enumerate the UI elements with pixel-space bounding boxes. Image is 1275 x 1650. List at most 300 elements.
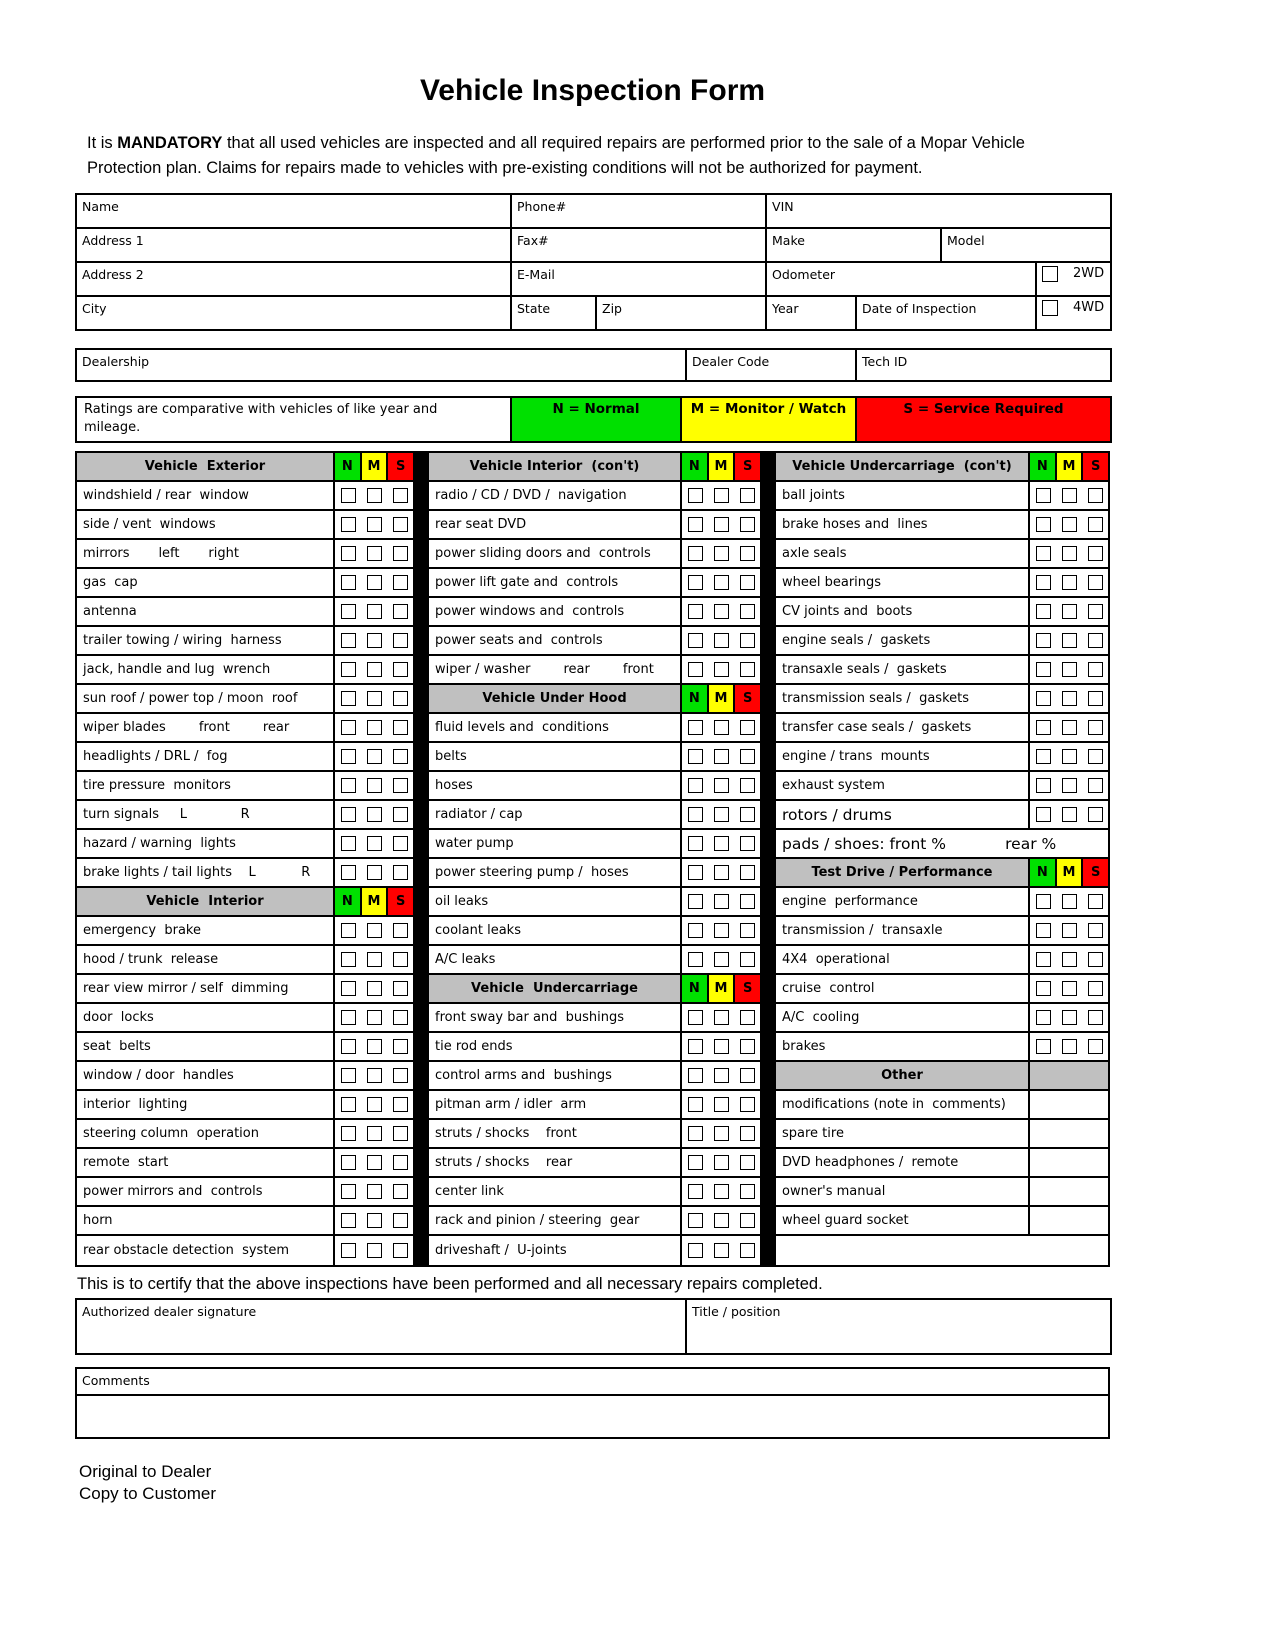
- checkbox-s[interactable]: [387, 1062, 413, 1089]
- rating-checkboxes: [680, 540, 760, 567]
- checkbox-n[interactable]: [682, 743, 708, 770]
- vin-field[interactable]: [766, 194, 1111, 228]
- checkbox-m[interactable]: [708, 540, 734, 567]
- checkbox-box: [1036, 1010, 1051, 1025]
- checkbox-n[interactable]: [335, 540, 361, 567]
- checkbox-n[interactable]: [682, 1062, 708, 1089]
- odometer-field[interactable]: [766, 262, 1036, 296]
- checkbox-m[interactable]: [708, 743, 734, 770]
- checkbox-m[interactable]: [1056, 946, 1082, 973]
- checkbox-s[interactable]: [1082, 569, 1108, 596]
- checkbox-n[interactable]: [682, 801, 708, 828]
- rating-checkboxes: [680, 1033, 760, 1060]
- checkbox-m[interactable]: [708, 598, 734, 625]
- checkbox-s[interactable]: [734, 1004, 760, 1031]
- checkbox-m[interactable]: [361, 1120, 387, 1147]
- rating-checkboxes: [680, 946, 760, 973]
- checkbox-s[interactable]: [734, 946, 760, 973]
- checklist-item: [776, 1120, 1108, 1149]
- checkbox-m[interactable]: [1056, 714, 1082, 741]
- item-label: mirrors left right: [83, 546, 239, 562]
- checkbox-s[interactable]: [1082, 598, 1108, 625]
- checkbox-m[interactable]: [708, 1033, 734, 1060]
- comments-label-cell: [76, 1368, 1109, 1395]
- comments-input[interactable]: [76, 1395, 1109, 1438]
- checkbox-m[interactable]: [708, 888, 734, 915]
- checkbox-s[interactable]: [1082, 714, 1108, 741]
- address2-label: Address 2: [82, 266, 144, 282]
- checkbox-n[interactable]: [682, 1033, 708, 1060]
- checkbox-s[interactable]: [387, 772, 413, 799]
- checkbox-m[interactable]: [1056, 772, 1082, 799]
- checkbox-box: [1088, 604, 1103, 619]
- rating-checkboxes: [680, 482, 760, 509]
- checkbox-n[interactable]: [682, 772, 708, 799]
- section-header-row: [77, 453, 413, 482]
- checkbox-n[interactable]: [335, 627, 361, 654]
- item-label: engine / trans mounts: [782, 749, 930, 765]
- item-label: brakes: [782, 1039, 826, 1055]
- checkbox-box: [393, 807, 408, 822]
- checkbox-m[interactable]: [708, 801, 734, 828]
- checkbox-m[interactable]: [1056, 1004, 1082, 1031]
- rating-checkboxes: [680, 1091, 760, 1118]
- section-header-row: [77, 888, 413, 917]
- checkbox-box: [393, 1039, 408, 1054]
- checkbox-s[interactable]: [1082, 1033, 1108, 1060]
- checkbox-n[interactable]: [1030, 1033, 1056, 1060]
- rating-letter-m: M: [1055, 859, 1082, 886]
- checkbox-s[interactable]: [387, 1091, 413, 1118]
- checkbox-n[interactable]: [1030, 685, 1056, 712]
- checkbox-m[interactable]: [361, 946, 387, 973]
- checklist-item: [77, 656, 413, 685]
- phone-field[interactable]: [511, 194, 766, 228]
- checkbox-s[interactable]: [734, 1207, 760, 1234]
- checkbox-n[interactable]: [335, 685, 361, 712]
- checkbox-s[interactable]: [734, 1149, 760, 1176]
- checkbox-s[interactable]: [387, 1178, 413, 1205]
- checkbox-m[interactable]: [708, 656, 734, 683]
- checkbox-s[interactable]: [734, 1236, 760, 1265]
- checkbox-m[interactable]: [1056, 569, 1082, 596]
- zip-field[interactable]: [596, 296, 766, 330]
- checkbox-n[interactable]: [335, 1178, 361, 1205]
- checkbox-m[interactable]: [708, 1178, 734, 1205]
- checkbox-n[interactable]: [1030, 598, 1056, 625]
- checkbox-s[interactable]: [734, 1033, 760, 1060]
- checkbox-s[interactable]: [734, 714, 760, 741]
- checkbox-s[interactable]: [1082, 888, 1108, 915]
- checkbox-n[interactable]: [335, 975, 361, 1002]
- checkbox-s[interactable]: [1082, 917, 1108, 944]
- checklist-item: [429, 1149, 760, 1178]
- checkbox-s[interactable]: [387, 917, 413, 944]
- email-field[interactable]: [511, 262, 766, 296]
- rating-checkboxes: [1028, 569, 1108, 596]
- checkbox-s[interactable]: [734, 743, 760, 770]
- rating-checkboxes: [680, 830, 760, 857]
- checkbox-s[interactable]: [387, 830, 413, 857]
- checkbox-box: [1088, 981, 1103, 996]
- checkbox-n[interactable]: [335, 1091, 361, 1118]
- checkbox-box: [367, 1155, 382, 1170]
- checkbox-m[interactable]: [361, 1033, 387, 1060]
- checkbox-s[interactable]: [387, 1149, 413, 1176]
- checkbox-n[interactable]: [1030, 540, 1056, 567]
- checkbox-m[interactable]: [361, 1004, 387, 1031]
- checkbox-m[interactable]: [361, 1091, 387, 1118]
- checkbox-m[interactable]: [708, 1062, 734, 1089]
- checkbox-m[interactable]: [1056, 975, 1082, 1002]
- checkbox-s[interactable]: [734, 540, 760, 567]
- checkbox-s[interactable]: [387, 482, 413, 509]
- checkbox-m[interactable]: [361, 830, 387, 857]
- checkbox-n[interactable]: [335, 859, 361, 886]
- checkbox-s[interactable]: [387, 511, 413, 538]
- checkbox-m[interactable]: [361, 975, 387, 1002]
- checkbox-s[interactable]: [387, 627, 413, 654]
- checkbox-s[interactable]: [387, 1236, 413, 1265]
- checkbox-n[interactable]: [335, 1207, 361, 1234]
- checkbox-n[interactable]: [1030, 482, 1056, 509]
- checkbox-s[interactable]: [1082, 975, 1108, 1002]
- checkbox-m[interactable]: [708, 1004, 734, 1031]
- checkbox-s[interactable]: [387, 569, 413, 596]
- checkbox-box: [341, 691, 356, 706]
- checkbox-n[interactable]: [335, 714, 361, 741]
- checkbox-s[interactable]: [387, 685, 413, 712]
- checkbox-box: [1062, 894, 1077, 909]
- 2wd-checkbox[interactable]: [1042, 266, 1058, 282]
- checkbox-n[interactable]: [335, 482, 361, 509]
- checkbox-m[interactable]: [361, 598, 387, 625]
- checklist-item: [429, 830, 760, 859]
- address2-field[interactable]: [76, 262, 511, 296]
- checkbox-m[interactable]: [1056, 743, 1082, 770]
- item-label: antenna: [83, 604, 137, 620]
- item-label: rear view mirror / self dimming: [83, 981, 289, 997]
- year-field[interactable]: [766, 296, 856, 330]
- checkbox-m[interactable]: [708, 1120, 734, 1147]
- checkbox-s[interactable]: [387, 598, 413, 625]
- checkbox-n[interactable]: [335, 743, 361, 770]
- checkbox-n[interactable]: [335, 1033, 361, 1060]
- checkbox-n[interactable]: [1030, 627, 1056, 654]
- checkbox-s[interactable]: [387, 1207, 413, 1234]
- checkbox-s[interactable]: [387, 540, 413, 567]
- checkbox-box: [714, 923, 729, 938]
- checkbox-box: [1036, 952, 1051, 967]
- rating-letter-n: N: [1030, 859, 1055, 886]
- dealer-signature-field[interactable]: [76, 1299, 686, 1354]
- checkbox-n[interactable]: [682, 1091, 708, 1118]
- checkbox-n[interactable]: [335, 511, 361, 538]
- checkbox-n[interactable]: [682, 1004, 708, 1031]
- checkbox-m[interactable]: [708, 859, 734, 886]
- checkbox-s[interactable]: [1082, 1004, 1108, 1031]
- checkbox-n[interactable]: [682, 1178, 708, 1205]
- checkbox-n[interactable]: [335, 1149, 361, 1176]
- item-label: remote start: [83, 1155, 169, 1171]
- checkbox-s[interactable]: [734, 569, 760, 596]
- checkbox-n[interactable]: [1030, 1004, 1056, 1031]
- checkbox-s[interactable]: [734, 801, 760, 828]
- checkbox-s[interactable]: [734, 1178, 760, 1205]
- checkbox-m[interactable]: [1056, 685, 1082, 712]
- rating-checkboxes: [680, 511, 760, 538]
- checkbox-m[interactable]: [708, 1207, 734, 1234]
- checkbox-n[interactable]: [682, 714, 708, 741]
- rating-columns: [680, 975, 760, 1002]
- checkbox-m[interactable]: [361, 772, 387, 799]
- checkbox-n[interactable]: [335, 656, 361, 683]
- checkbox-m[interactable]: [708, 830, 734, 857]
- checkbox-s[interactable]: [1082, 511, 1108, 538]
- checkbox-n[interactable]: [1030, 772, 1056, 799]
- checkbox-m[interactable]: [361, 917, 387, 944]
- dealership-field[interactable]: [76, 349, 686, 381]
- checkbox-s[interactable]: [1082, 946, 1108, 973]
- checkbox-n[interactable]: [335, 598, 361, 625]
- checkbox-box: [1036, 691, 1051, 706]
- checkbox-m[interactable]: [361, 627, 387, 654]
- checkbox-s[interactable]: [1082, 772, 1108, 799]
- checkbox-s[interactable]: [1082, 656, 1108, 683]
- checkbox-n[interactable]: [682, 859, 708, 886]
- checkbox-m[interactable]: [361, 685, 387, 712]
- rating-columns: [1028, 453, 1108, 480]
- checkbox-m[interactable]: [708, 1091, 734, 1118]
- checkbox-n[interactable]: [1030, 888, 1056, 915]
- item-label: windshield / rear window: [83, 488, 249, 504]
- checkbox-n[interactable]: [682, 627, 708, 654]
- rating-checkboxes: [1028, 917, 1108, 944]
- checkbox-s[interactable]: [734, 859, 760, 886]
- checklist-item: [77, 801, 413, 830]
- checkbox-n[interactable]: [335, 772, 361, 799]
- checkbox-n[interactable]: [682, 1120, 708, 1147]
- fax-field[interactable]: [511, 228, 766, 262]
- checkbox-s[interactable]: [734, 656, 760, 683]
- checkbox-n[interactable]: [682, 1236, 708, 1265]
- checkbox-n[interactable]: [1030, 917, 1056, 944]
- checkbox-m[interactable]: [708, 569, 734, 596]
- checkbox-n[interactable]: [1030, 714, 1056, 741]
- checkbox-s[interactable]: [1082, 801, 1108, 828]
- checkbox-s[interactable]: [387, 946, 413, 973]
- checkbox-s[interactable]: [387, 656, 413, 683]
- checkbox-s[interactable]: [734, 482, 760, 509]
- checkbox-m[interactable]: [361, 1178, 387, 1205]
- checkbox-m[interactable]: [361, 511, 387, 538]
- checkbox-n[interactable]: [682, 540, 708, 567]
- checkbox-m[interactable]: [361, 1062, 387, 1089]
- checklist-item: [77, 569, 413, 598]
- checkbox-n[interactable]: [335, 830, 361, 857]
- checkbox-n[interactable]: [682, 917, 708, 944]
- checkbox-m[interactable]: [708, 714, 734, 741]
- checkbox-m[interactable]: [361, 540, 387, 567]
- checkbox-box: [393, 1155, 408, 1170]
- checkbox-n[interactable]: [335, 1062, 361, 1089]
- checkbox-n[interactable]: [335, 946, 361, 973]
- dealership-label: Dealership: [82, 353, 150, 369]
- checkbox-n[interactable]: [1030, 511, 1056, 538]
- checkbox-box: [341, 488, 356, 503]
- checkbox-m[interactable]: [361, 1149, 387, 1176]
- checkbox-s[interactable]: [1082, 540, 1108, 567]
- checkbox-m[interactable]: [1056, 627, 1082, 654]
- checkbox-s[interactable]: [734, 772, 760, 799]
- checkbox-s[interactable]: [387, 975, 413, 1002]
- checkbox-s[interactable]: [734, 917, 760, 944]
- checkbox-m[interactable]: [1056, 1033, 1082, 1060]
- checklist-item: [776, 830, 1108, 859]
- checkbox-n[interactable]: [682, 1207, 708, 1234]
- checkbox-box: [367, 836, 382, 851]
- checkbox-m[interactable]: [1056, 888, 1082, 915]
- checkbox-n[interactable]: [1030, 656, 1056, 683]
- checkbox-box: [367, 575, 382, 590]
- checkbox-n[interactable]: [1030, 975, 1056, 1002]
- inspection-date-field[interactable]: [856, 296, 1036, 330]
- checklist-column-2: [427, 451, 762, 1267]
- checkbox-n[interactable]: [1030, 569, 1056, 596]
- checkbox-m[interactable]: [361, 656, 387, 683]
- checkbox-n[interactable]: [1030, 801, 1056, 828]
- dealer-code-field[interactable]: [686, 349, 856, 381]
- checkbox-m[interactable]: [708, 482, 734, 509]
- checkbox-s[interactable]: [387, 714, 413, 741]
- checkbox-n[interactable]: [682, 1149, 708, 1176]
- checkbox-s[interactable]: [387, 1120, 413, 1147]
- tech-id-field[interactable]: [856, 349, 1111, 381]
- ratings-legend: [75, 396, 1112, 444]
- checkbox-s[interactable]: [1082, 685, 1108, 712]
- checklist-item: [429, 743, 760, 772]
- checkbox-m[interactable]: [1056, 801, 1082, 828]
- checkbox-s[interactable]: [734, 627, 760, 654]
- checklist-item: [429, 627, 760, 656]
- checkbox-m[interactable]: [361, 743, 387, 770]
- checkbox-n[interactable]: [335, 801, 361, 828]
- checklist-item: [77, 1178, 413, 1207]
- checkbox-m[interactable]: [1056, 598, 1082, 625]
- item-label: radiator / cap: [435, 807, 523, 823]
- checkbox-box: [1062, 720, 1077, 735]
- checkbox-m[interactable]: [1056, 482, 1082, 509]
- checkbox-m[interactable]: [361, 1236, 387, 1265]
- checkbox-s[interactable]: [734, 1062, 760, 1089]
- checkbox-n[interactable]: [335, 1120, 361, 1147]
- city-label: City: [82, 300, 107, 316]
- checkbox-m[interactable]: [361, 1207, 387, 1234]
- name-field[interactable]: [76, 194, 511, 228]
- checklist-item: [776, 946, 1108, 975]
- checkbox-s[interactable]: [387, 801, 413, 828]
- checkbox-m[interactable]: [361, 482, 387, 509]
- make-field[interactable]: [766, 228, 941, 262]
- checkbox-m[interactable]: [361, 801, 387, 828]
- checkbox-n[interactable]: [335, 917, 361, 944]
- checkbox-m[interactable]: [708, 511, 734, 538]
- checkbox-m[interactable]: [708, 946, 734, 973]
- item-label: power steering pump / hoses: [435, 865, 629, 881]
- checkbox-s[interactable]: [734, 511, 760, 538]
- checkbox-m[interactable]: [708, 917, 734, 944]
- checkbox-box: [393, 749, 408, 764]
- checkbox-n[interactable]: [335, 1004, 361, 1031]
- checkbox-box: [740, 807, 755, 822]
- checkbox-s[interactable]: [387, 743, 413, 770]
- checkbox-n[interactable]: [682, 830, 708, 857]
- checkbox-s[interactable]: [387, 1033, 413, 1060]
- checkbox-s[interactable]: [387, 1004, 413, 1031]
- checkbox-box: [393, 633, 408, 648]
- checkbox-m[interactable]: [1056, 917, 1082, 944]
- checkbox-n[interactable]: [335, 1236, 361, 1265]
- section-header-row: [776, 1062, 1108, 1091]
- checkbox-n[interactable]: [682, 946, 708, 973]
- checkbox-n[interactable]: [682, 482, 708, 509]
- rating-checkboxes: [333, 1149, 413, 1176]
- checkbox-s[interactable]: [734, 1120, 760, 1147]
- checkbox-m[interactable]: [361, 569, 387, 596]
- checkbox-m[interactable]: [1056, 511, 1082, 538]
- checkbox-m[interactable]: [1056, 540, 1082, 567]
- checkbox-m[interactable]: [361, 714, 387, 741]
- checkbox-n[interactable]: [682, 598, 708, 625]
- 4wd-checkbox[interactable]: [1042, 300, 1058, 316]
- checkbox-s[interactable]: [734, 598, 760, 625]
- checkbox-box: [341, 836, 356, 851]
- checkbox-s[interactable]: [734, 888, 760, 915]
- checkbox-m[interactable]: [708, 772, 734, 799]
- checkbox-n[interactable]: [682, 569, 708, 596]
- checkbox-s[interactable]: [1082, 482, 1108, 509]
- checkbox-s[interactable]: [734, 1091, 760, 1118]
- state-field[interactable]: [511, 296, 596, 330]
- address1-field[interactable]: [76, 228, 511, 262]
- checkbox-m[interactable]: [1056, 656, 1082, 683]
- checkbox-s[interactable]: [1082, 743, 1108, 770]
- checkbox-s[interactable]: [387, 859, 413, 886]
- checkbox-box: [714, 1039, 729, 1054]
- model-label: Model: [947, 232, 985, 248]
- checkbox-m[interactable]: [361, 859, 387, 886]
- checkbox-s[interactable]: [1082, 627, 1108, 654]
- model-field[interactable]: [941, 228, 1111, 262]
- checkbox-n[interactable]: [1030, 743, 1056, 770]
- item-label: struts / shocks rear: [435, 1155, 573, 1171]
- checkbox-n[interactable]: [682, 888, 708, 915]
- title-position-field[interactable]: [686, 1299, 1111, 1354]
- checkbox-box: [1062, 952, 1077, 967]
- city-field[interactable]: [76, 296, 511, 330]
- checkbox-n[interactable]: [682, 656, 708, 683]
- checkbox-m[interactable]: [708, 1149, 734, 1176]
- checkbox-n[interactable]: [682, 511, 708, 538]
- no-rating-cell: [1028, 1178, 1108, 1205]
- checkbox-box: [1036, 720, 1051, 735]
- checkbox-n[interactable]: [1030, 946, 1056, 973]
- checklist-item: [429, 511, 760, 540]
- checkbox-m[interactable]: [708, 627, 734, 654]
- checkbox-n[interactable]: [335, 569, 361, 596]
- checkbox-m[interactable]: [708, 1236, 734, 1265]
- checkbox-s[interactable]: [734, 830, 760, 857]
